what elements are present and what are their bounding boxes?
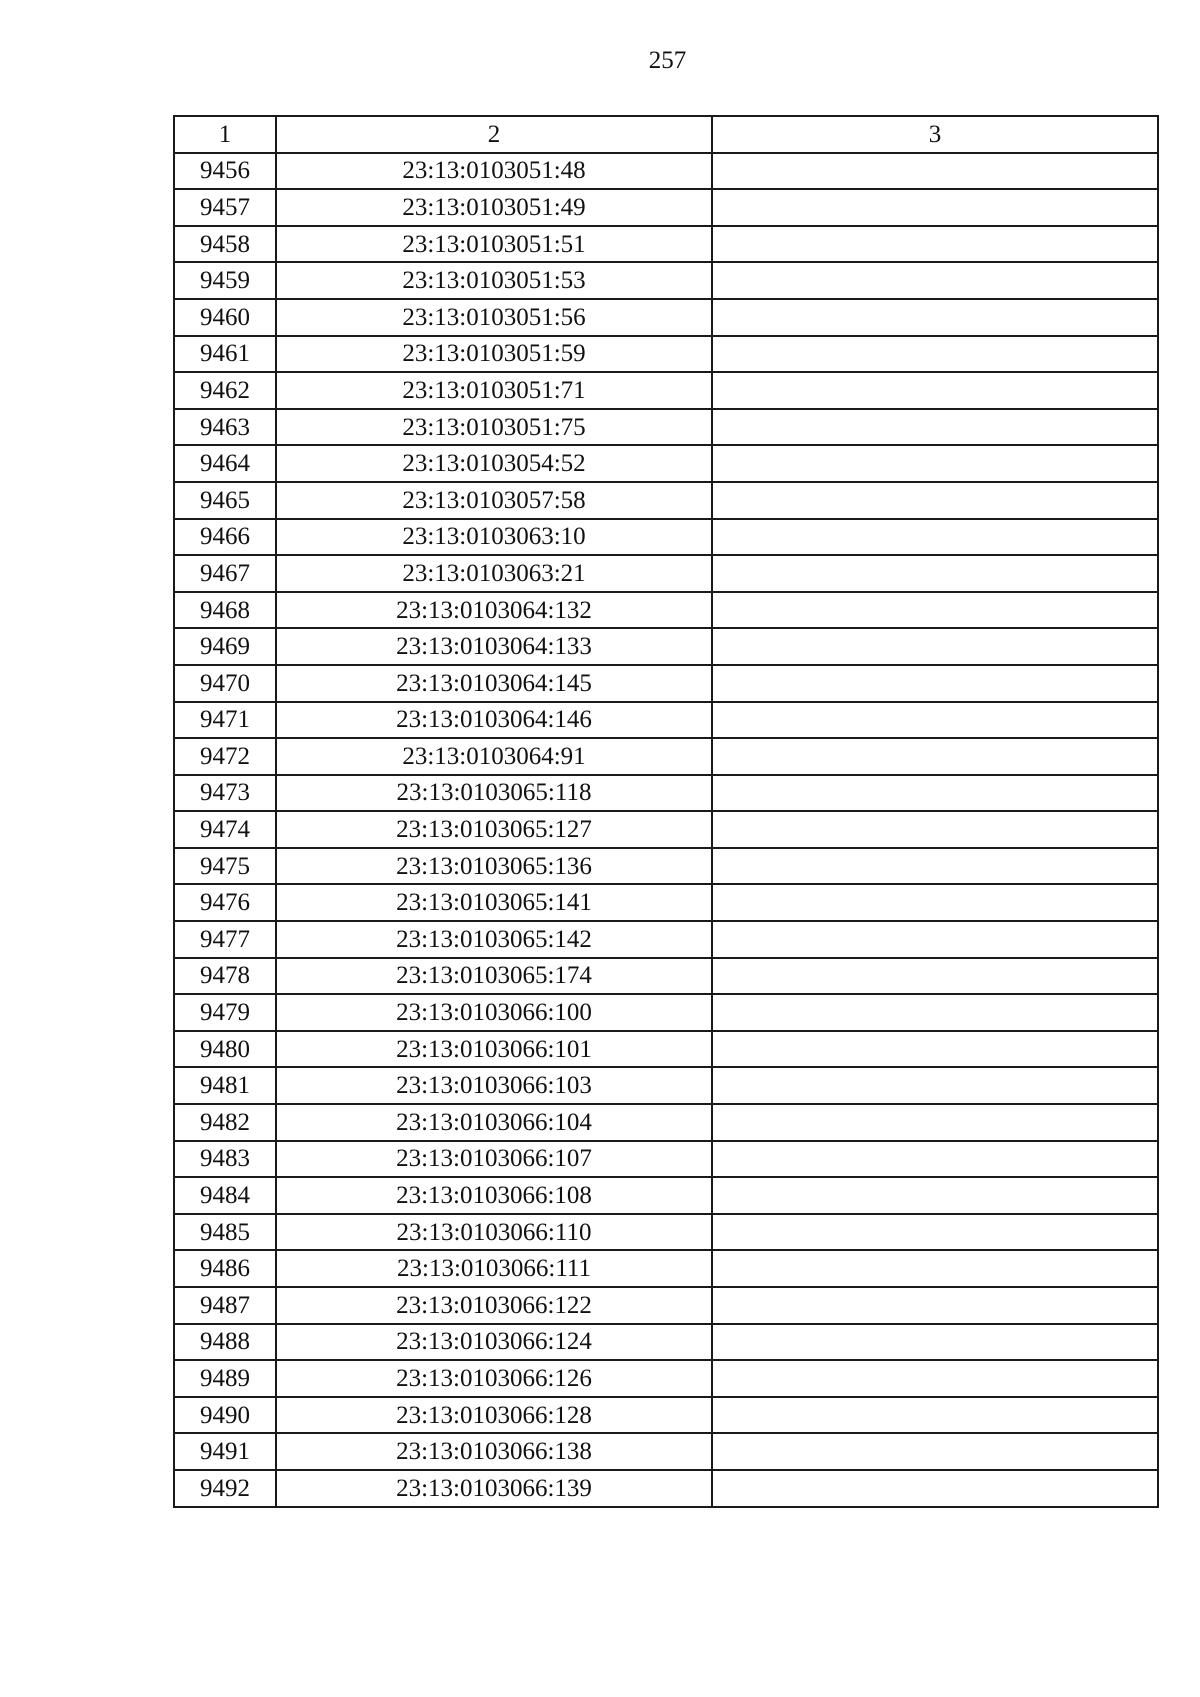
column-3-cell <box>712 1141 1158 1178</box>
column-3-cell <box>712 1067 1158 1104</box>
row-number-cell: 9480 <box>174 1031 276 1068</box>
cadastral-number-cell: 23:13:0103066:138 <box>276 1433 712 1470</box>
column-3-cell <box>712 1360 1158 1397</box>
row-number-cell: 9457 <box>174 189 276 226</box>
table-header-row <box>174 116 1158 153</box>
column-3-cell <box>712 628 1158 665</box>
cadastral-number-cell: 23:13:0103066:104 <box>276 1104 712 1141</box>
table-row <box>174 226 1158 263</box>
table-row <box>174 848 1158 885</box>
row-number-cell: 9486 <box>174 1250 276 1287</box>
cadastral-number-cell: 23:13:0103066:103 <box>276 1067 712 1104</box>
table-row <box>174 702 1158 739</box>
cadastral-number-cell: 23:13:0103065:136 <box>276 848 712 885</box>
row-number-cell: 9465 <box>174 482 276 519</box>
cadastral-number-cell: 23:13:0103066:126 <box>276 1360 712 1397</box>
row-number-cell: 9485 <box>174 1214 276 1251</box>
column-3-cell <box>712 775 1158 812</box>
column-3-cell <box>712 1397 1158 1434</box>
table-row <box>174 1433 1158 1470</box>
cadastral-number-cell: 23:13:0103066:101 <box>276 1031 712 1068</box>
table-row <box>174 958 1158 995</box>
table-row <box>174 1104 1158 1141</box>
row-number-cell: 9458 <box>174 226 276 263</box>
table-row <box>174 372 1158 409</box>
table-row <box>174 336 1158 373</box>
cadastral-number-cell: 23:13:0103066:124 <box>276 1324 712 1361</box>
row-number-cell: 9473 <box>174 775 276 812</box>
cadastral-number-cell: 23:13:0103064:132 <box>276 592 712 629</box>
cadastral-number-cell: 23:13:0103066:111 <box>276 1250 712 1287</box>
column-3-cell <box>712 738 1158 775</box>
table-row <box>174 1470 1158 1507</box>
table-row <box>174 738 1158 775</box>
table-row <box>174 884 1158 921</box>
table-row <box>174 555 1158 592</box>
table-row <box>174 262 1158 299</box>
column-3-cell <box>712 702 1158 739</box>
column-3-cell <box>712 482 1158 519</box>
table-row <box>174 1214 1158 1251</box>
table-row <box>174 1031 1158 1068</box>
row-number-cell: 9475 <box>174 848 276 885</box>
column-3-cell <box>712 665 1158 702</box>
table-row <box>174 1360 1158 1397</box>
registry-table <box>173 115 1159 1508</box>
table-row <box>174 994 1158 1031</box>
cadastral-number-cell: 23:13:0103065:142 <box>276 921 712 958</box>
row-number-cell: 9489 <box>174 1360 276 1397</box>
cadastral-number-cell: 23:13:0103066:110 <box>276 1214 712 1251</box>
cadastral-number-cell: 23:13:0103057:58 <box>276 482 712 519</box>
row-number-cell: 9490 <box>174 1397 276 1434</box>
row-number-cell: 9471 <box>174 702 276 739</box>
column-3-cell <box>712 226 1158 263</box>
table-row <box>174 1287 1158 1324</box>
table-row <box>174 409 1158 446</box>
table-row <box>174 153 1158 190</box>
table-row <box>174 1141 1158 1178</box>
row-number-cell: 9462 <box>174 372 276 409</box>
cadastral-number-cell: 23:13:0103064:133 <box>276 628 712 665</box>
column-3-cell <box>712 519 1158 556</box>
column-3-cell <box>712 1104 1158 1141</box>
row-number-cell: 9464 <box>174 445 276 482</box>
column-3-cell <box>712 299 1158 336</box>
cadastral-number-cell: 23:13:0103051:53 <box>276 262 712 299</box>
table-row <box>174 1324 1158 1361</box>
cadastral-number-cell: 23:13:0103065:141 <box>276 884 712 921</box>
column-3-cell <box>712 1177 1158 1214</box>
row-number-cell: 9460 <box>174 299 276 336</box>
row-number-cell: 9476 <box>174 884 276 921</box>
row-number-cell: 9488 <box>174 1324 276 1361</box>
cadastral-number-cell: 23:13:0103051:49 <box>276 189 712 226</box>
row-number-cell: 9491 <box>174 1433 276 1470</box>
cadastral-number-cell: 23:13:0103066:108 <box>276 1177 712 1214</box>
table-row <box>174 519 1158 556</box>
cadastral-number-cell: 23:13:0103063:21 <box>276 555 712 592</box>
row-number-cell: 9468 <box>174 592 276 629</box>
cadastral-number-cell: 23:13:0103066:107 <box>276 1141 712 1178</box>
column-3-cell <box>712 1214 1158 1251</box>
cadastral-number-cell: 23:13:0103051:48 <box>276 153 712 190</box>
row-number-cell: 9474 <box>174 811 276 848</box>
cadastral-number-cell: 23:13:0103066:100 <box>276 994 712 1031</box>
row-number-cell: 9482 <box>174 1104 276 1141</box>
cadastral-number-cell: 23:13:0103051:51 <box>276 226 712 263</box>
cadastral-number-cell: 23:13:0103063:10 <box>276 519 712 556</box>
column-3-cell <box>712 1250 1158 1287</box>
cadastral-number-cell: 23:13:0103065:127 <box>276 811 712 848</box>
table-row <box>174 592 1158 629</box>
column-3-cell <box>712 555 1158 592</box>
row-number-cell: 9456 <box>174 153 276 190</box>
row-number-cell: 9470 <box>174 665 276 702</box>
table-row <box>174 921 1158 958</box>
table-row <box>174 1067 1158 1104</box>
column-3-cell <box>712 1470 1158 1507</box>
row-number-cell: 9461 <box>174 336 276 373</box>
cadastral-number-cell: 23:13:0103065:174 <box>276 958 712 995</box>
table-row <box>174 628 1158 665</box>
column-3-cell <box>712 994 1158 1031</box>
cadastral-number-cell: 23:13:0103051:71 <box>276 372 712 409</box>
cadastral-number-cell: 23:13:0103054:52 <box>276 445 712 482</box>
table-row <box>174 811 1158 848</box>
table-body <box>174 153 1158 1507</box>
row-number-cell: 9469 <box>174 628 276 665</box>
column-3-cell <box>712 1324 1158 1361</box>
row-number-cell: 9483 <box>174 1141 276 1178</box>
cadastral-number-cell: 23:13:0103065:118 <box>276 775 712 812</box>
row-number-cell: 9487 <box>174 1287 276 1324</box>
table-row <box>174 482 1158 519</box>
table-row <box>174 189 1158 226</box>
column-3-cell <box>712 1287 1158 1324</box>
table-row <box>174 665 1158 702</box>
table-row <box>174 1250 1158 1287</box>
cadastral-number-cell: 23:13:0103064:91 <box>276 738 712 775</box>
column-3-cell <box>712 372 1158 409</box>
column-header-2: 2 <box>276 116 712 153</box>
column-3-cell <box>712 153 1158 190</box>
row-number-cell: 9466 <box>174 519 276 556</box>
table-row <box>174 299 1158 336</box>
column-3-cell <box>712 1433 1158 1470</box>
row-number-cell: 9481 <box>174 1067 276 1104</box>
cadastral-number-cell: 23:13:0103064:146 <box>276 702 712 739</box>
column-header-3: 3 <box>712 116 1158 153</box>
column-3-cell <box>712 592 1158 629</box>
column-3-cell <box>712 958 1158 995</box>
table-row <box>174 445 1158 482</box>
column-3-cell <box>712 1031 1158 1068</box>
cadastral-number-cell: 23:13:0103066:122 <box>276 1287 712 1324</box>
page-number: 257 <box>648 47 687 74</box>
cadastral-number-cell: 23:13:0103066:139 <box>276 1470 712 1507</box>
column-3-cell <box>712 848 1158 885</box>
column-3-cell <box>712 884 1158 921</box>
column-3-cell <box>712 445 1158 482</box>
cadastral-number-cell: 23:13:0103051:75 <box>276 409 712 446</box>
table-row <box>174 1177 1158 1214</box>
column-3-cell <box>712 811 1158 848</box>
row-number-cell: 9467 <box>174 555 276 592</box>
row-number-cell: 9472 <box>174 738 276 775</box>
column-3-cell <box>712 336 1158 373</box>
column-3-cell <box>712 189 1158 226</box>
row-number-cell: 9484 <box>174 1177 276 1214</box>
column-3-cell <box>712 921 1158 958</box>
table-row <box>174 1397 1158 1434</box>
row-number-cell: 9463 <box>174 409 276 446</box>
column-3-cell <box>712 262 1158 299</box>
cadastral-number-cell: 23:13:0103066:128 <box>276 1397 712 1434</box>
row-number-cell: 9459 <box>174 262 276 299</box>
row-number-cell: 9477 <box>174 921 276 958</box>
cadastral-number-cell: 23:13:0103051:59 <box>276 336 712 373</box>
table-row <box>174 775 1158 812</box>
column-3-cell <box>712 409 1158 446</box>
column-header-1: 1 <box>174 116 276 153</box>
row-number-cell: 9479 <box>174 994 276 1031</box>
row-number-cell: 9478 <box>174 958 276 995</box>
row-number-cell: 9492 <box>174 1470 276 1507</box>
cadastral-number-cell: 23:13:0103064:145 <box>276 665 712 702</box>
cadastral-number-cell: 23:13:0103051:56 <box>276 299 712 336</box>
